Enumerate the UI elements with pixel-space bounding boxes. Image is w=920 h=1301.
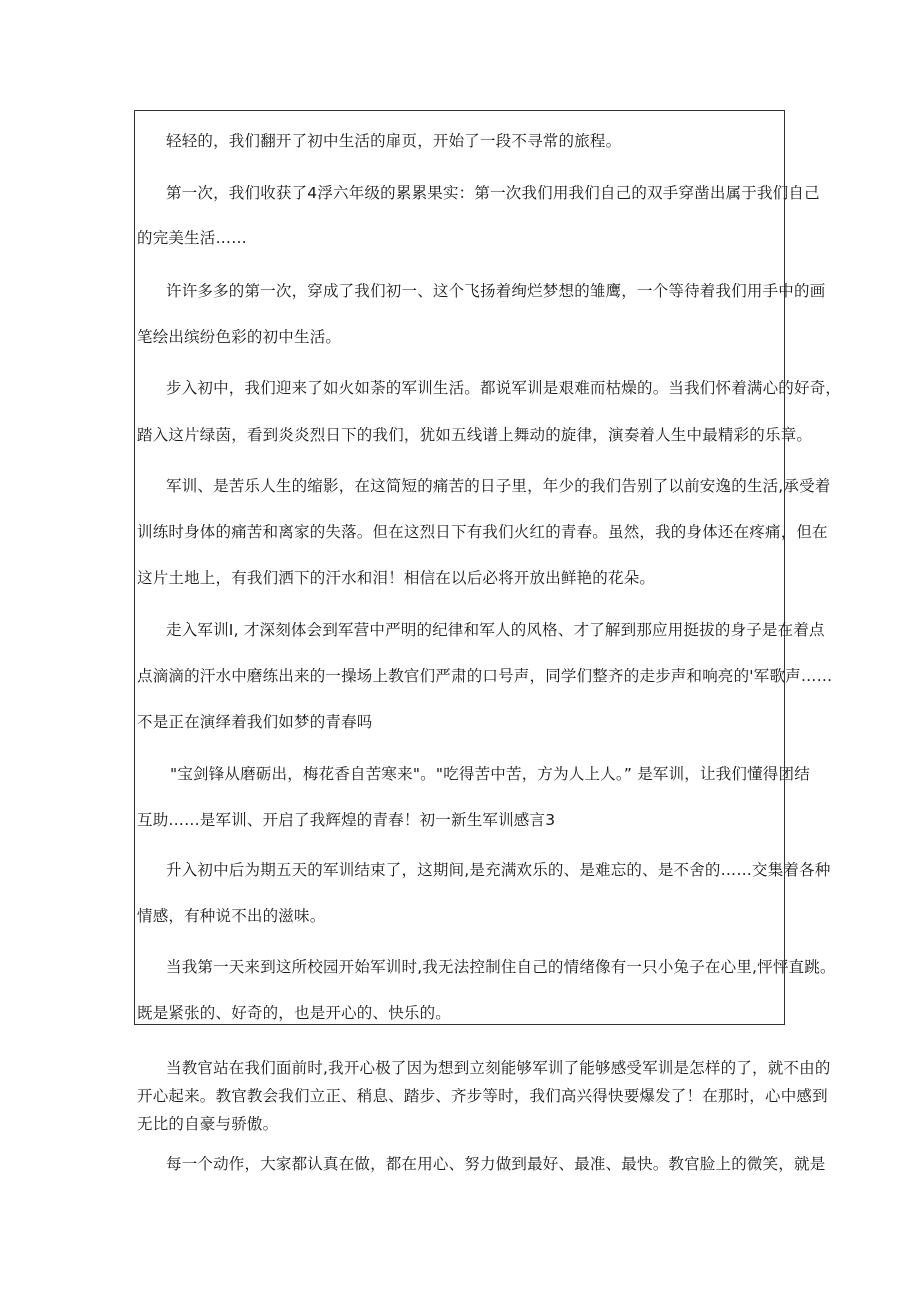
text-line: 情感，有种说不出的滋味。	[137, 907, 326, 925]
text-line: 当我第一天来到这所校园开始军训时,我无法控制住自己的情绪像有一只小兔子在心里,怦怦直跳。	[166, 958, 836, 976]
text-line: 无比的自豪与骄傲。	[137, 1115, 279, 1133]
text-line: 训练时身体的痛苦和离家的失落。但在这烈日下有我们火红的青春。虽然，我的身体还在疼痛，但在	[137, 523, 828, 541]
text-line: 轻轻的，我们翻开了初中生活的扉页，开始了一段不寻常的旅程。	[166, 132, 622, 150]
text-line: "宝剑锋从磨砺出，梅花香自苦寒来"。"吃得苦中苦，方为人上人。” 是军训，让我们懂得团结	[170, 765, 810, 783]
text-line: 升入初中后为期五天的军训结束了，这期间,是充满欢乐的、是难忘的、是不舍的……交集着各种	[166, 861, 831, 879]
text-line: 军训、是苦乐人生的缩影，在这简短的痛苦的日子里，年少的我们告别了以前安逸的生活,承受着	[166, 477, 831, 495]
text-line: 许许多多的第一次，穿成了我们初一、这个飞扬着绚烂梦想的雏鹰，一个等待着我们用手中的画	[166, 282, 826, 300]
text-line: 步入初中，我们迎来了如火如荼的军训生活。都说军训是艰难而枯燥的。当我们怀着满心的好奇，	[166, 379, 842, 397]
text-line: 笔绘出缤纷色彩的初中生活。	[137, 328, 342, 346]
text-line: 走入军训Ⅰ, 才深刻体会到军营中严明的纪律和军人的风格、才了解到那应用挺拔的身子是在着点	[166, 621, 825, 639]
text-line: 点滴滴的汗水中磨练出来的一操场上教官们严肃的口号声，同学们整齐的走步声和响亮的'军歌声……	[137, 667, 833, 685]
text-line: 这片土地上，有我们洒下的汗水和泪！相信在以后必将开放出鲜艳的花朵。	[137, 569, 656, 587]
text-line: 当教官站在我们面前时,我开心极了因为想到立刻能够军训了能够感受军训是怎样的了，就不由的	[166, 1059, 831, 1077]
text-line: 不是正在演绎着我们如梦的青春吗	[137, 713, 373, 731]
text-line: 每一个动作，大家都认真在做，都在用心、努力做到最好、最准、最快。教官脸上的微笑，就是	[166, 1155, 826, 1173]
text-line: 开心起来。教官教会我们立正、稍息、踏步、齐步等时，我们高兴得快要爆发了！在那时，心中感到	[137, 1087, 828, 1105]
text-line: 互助……是军训、开启了我辉煌的青春！初一新生军训感言3	[137, 811, 556, 829]
text-line: 的完美生活……	[137, 229, 247, 247]
text-line: 既是紧张的、好奇的，也是开心的、快乐的。	[137, 1004, 452, 1022]
text-line: 第一次，我们收获了4浮六年级的累累果实：第一次我们用我们自己的双手穿凿出属于我们自己	[166, 184, 820, 202]
text-line: 踏入这片绿茵，看到炎炎烈日下的我们，犹如五线谱上舞动的旋律，演奏着人生中最精彩的乐章。	[137, 426, 813, 444]
